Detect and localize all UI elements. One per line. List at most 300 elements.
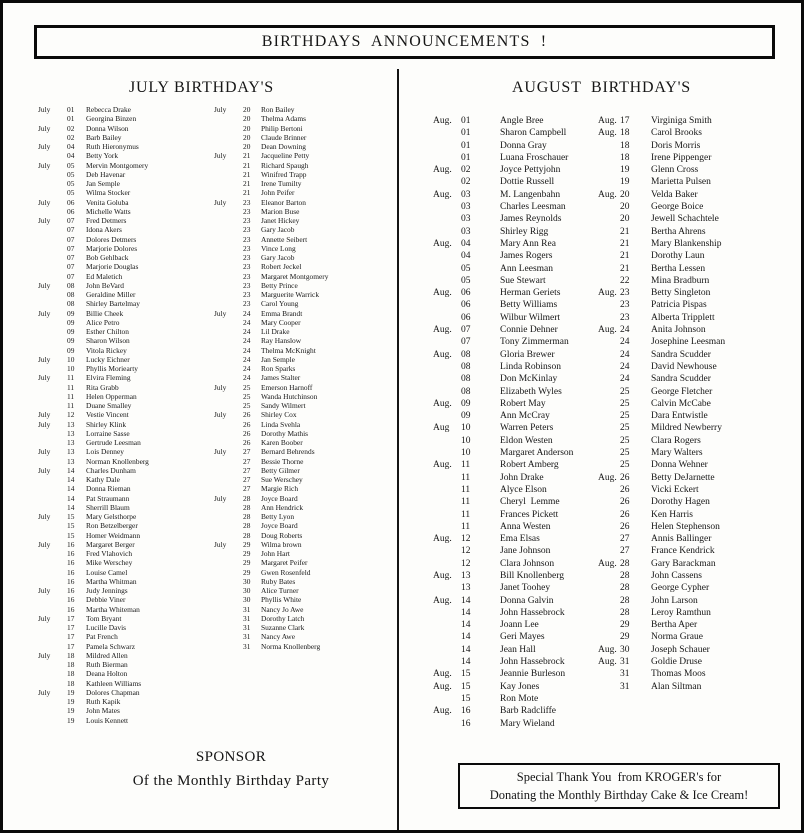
birthday-row bbox=[214, 105, 394, 114]
birthday-row bbox=[214, 642, 394, 651]
month-label bbox=[214, 531, 243, 540]
day-label: 29 bbox=[243, 549, 251, 558]
name-label: George Boice bbox=[651, 202, 704, 213]
name-label: Vestie Vincent bbox=[86, 410, 129, 420]
birthday-row bbox=[598, 631, 798, 643]
name-label: Mary Blankenship bbox=[651, 238, 722, 249]
name-label: Betty Lyon bbox=[261, 512, 295, 521]
name-label: Kathleen Williams bbox=[86, 678, 142, 688]
birthday-row bbox=[214, 420, 394, 429]
birthday-row bbox=[38, 651, 206, 660]
day-label: 13 bbox=[67, 456, 75, 466]
day-label: 24 bbox=[620, 361, 630, 372]
birthday-row bbox=[214, 494, 394, 503]
day-label: 27 bbox=[243, 447, 251, 457]
day-label: 16 bbox=[67, 539, 75, 549]
day-label: 20 bbox=[620, 189, 630, 200]
day-label: 24 bbox=[243, 373, 251, 383]
day-label: 09 bbox=[67, 317, 75, 327]
birthday-row bbox=[214, 401, 394, 410]
month-label bbox=[38, 364, 67, 373]
birthday-row bbox=[598, 263, 798, 275]
page-title: BIRTHDAYS ANNOUNCEMENTS ! bbox=[261, 33, 548, 50]
month-label bbox=[38, 706, 67, 715]
day-label: 16 bbox=[461, 706, 471, 717]
name-label: Jewell Schachtele bbox=[651, 214, 719, 225]
birthday-row bbox=[433, 533, 595, 545]
birthday-row bbox=[38, 262, 206, 271]
name-label: Mildred Newberry bbox=[651, 423, 722, 434]
day-label: 07 bbox=[67, 262, 75, 272]
day-label: 31 bbox=[620, 657, 630, 668]
day-label: 20 bbox=[243, 142, 251, 151]
day-label: 14 bbox=[461, 657, 471, 668]
birthday-row bbox=[433, 250, 595, 262]
birthday-row bbox=[598, 619, 798, 631]
day-label: 07 bbox=[67, 271, 75, 281]
birthday-row bbox=[433, 140, 595, 152]
month-label bbox=[433, 386, 461, 398]
month-label: Aug. bbox=[598, 472, 617, 483]
birthday-row bbox=[214, 142, 394, 151]
name-label: Margaret Montgomery bbox=[261, 271, 329, 281]
month-label: July bbox=[214, 447, 227, 457]
day-label: 07 bbox=[67, 225, 75, 235]
day-label: 17 bbox=[67, 632, 75, 642]
name-label: Lil Drake bbox=[261, 327, 290, 336]
month-label bbox=[598, 631, 620, 643]
birthday-row bbox=[598, 115, 798, 127]
month-label bbox=[38, 484, 67, 493]
name-label: Thelma Adams bbox=[261, 114, 306, 124]
name-label: Gary Jacob bbox=[261, 253, 295, 262]
month-label bbox=[38, 207, 67, 216]
name-label: John Hassebrock bbox=[500, 607, 565, 618]
month-label bbox=[598, 607, 620, 619]
name-label: Ron Bailey bbox=[261, 105, 295, 114]
month-label bbox=[598, 619, 620, 631]
birthday-row bbox=[38, 318, 206, 327]
birthday-row bbox=[598, 595, 798, 607]
birthday-row bbox=[214, 512, 394, 521]
day-label: 19 bbox=[620, 177, 630, 188]
month-label: Aug. bbox=[433, 349, 452, 360]
day-label: 24 bbox=[243, 345, 251, 355]
name-label: Helen Opperman bbox=[86, 391, 137, 401]
birthday-row bbox=[38, 235, 206, 244]
name-label: Joyce Board bbox=[261, 493, 298, 503]
birthday-row bbox=[38, 531, 206, 540]
birthday-row bbox=[38, 299, 206, 308]
thanks-line-1: Special Thank You from KROGER's for bbox=[516, 770, 722, 784]
month-label bbox=[214, 272, 243, 281]
name-label: Annette Seibert bbox=[261, 234, 308, 244]
day-label: 03 bbox=[461, 214, 471, 225]
birthday-row bbox=[214, 114, 394, 123]
month-label bbox=[214, 623, 243, 632]
month-label bbox=[598, 250, 620, 262]
month-label: Aug. bbox=[433, 534, 452, 545]
name-label: Connie Dehner bbox=[500, 325, 558, 336]
day-label: 28 bbox=[243, 493, 251, 503]
day-label: 11 bbox=[461, 509, 471, 520]
day-label: 23 bbox=[620, 300, 630, 311]
birthday-row bbox=[598, 189, 798, 201]
august-list-column-1 bbox=[433, 115, 595, 730]
birthday-row bbox=[214, 614, 394, 623]
day-label: 23 bbox=[620, 288, 630, 299]
name-label: Virginiga Smith bbox=[651, 116, 712, 126]
birthday-row bbox=[598, 275, 798, 287]
birthday-row bbox=[433, 361, 595, 373]
name-label: Eldon Westen bbox=[500, 435, 553, 446]
month-label bbox=[214, 207, 243, 216]
month-label: Aug. bbox=[433, 325, 452, 336]
birthday-row bbox=[433, 410, 595, 422]
name-label: Cheryl Lemme bbox=[500, 497, 560, 508]
day-label: 31 bbox=[243, 613, 251, 623]
birthday-row bbox=[214, 336, 394, 345]
day-label: 28 bbox=[243, 521, 251, 531]
name-label: John Cassens bbox=[651, 570, 702, 581]
day-label: 11 bbox=[461, 472, 471, 483]
birthday-row bbox=[38, 124, 206, 133]
day-label: 11 bbox=[67, 373, 75, 383]
birthday-row bbox=[433, 275, 595, 287]
birthday-row bbox=[433, 386, 595, 398]
day-label: 26 bbox=[620, 484, 630, 495]
day-label: 20 bbox=[620, 214, 630, 225]
day-label: 27 bbox=[243, 484, 251, 494]
birthday-row bbox=[433, 668, 595, 680]
day-label: 14 bbox=[67, 475, 75, 484]
day-label: 06 bbox=[461, 288, 471, 299]
month-label bbox=[38, 262, 67, 271]
name-label: Lucille Davis bbox=[86, 623, 127, 632]
name-label: Donna Wilson bbox=[86, 123, 129, 133]
day-label: 09 bbox=[461, 398, 471, 409]
birthday-row bbox=[433, 213, 595, 225]
month-label bbox=[598, 570, 620, 582]
month-label bbox=[598, 422, 620, 434]
day-label: 18 bbox=[67, 660, 75, 669]
day-label: 14 bbox=[67, 502, 75, 512]
day-label: 28 bbox=[620, 607, 630, 618]
day-label: 13 bbox=[67, 428, 75, 438]
day-label: 02 bbox=[67, 132, 75, 142]
name-label: Sandra Scudder bbox=[651, 374, 711, 385]
day-label: 03 bbox=[461, 202, 471, 213]
month-label: July bbox=[38, 447, 51, 457]
name-label: Emerson Harnoff bbox=[261, 382, 313, 392]
name-label: Dottie Russell bbox=[500, 177, 555, 188]
birthday-row bbox=[214, 438, 394, 447]
month-label bbox=[433, 509, 461, 521]
day-label: 11 bbox=[461, 460, 471, 471]
name-label: Betty Williams bbox=[500, 300, 558, 311]
month-label bbox=[598, 275, 620, 287]
month-label bbox=[598, 521, 620, 533]
day-label: 04 bbox=[67, 142, 75, 151]
month-label bbox=[433, 472, 461, 484]
day-label: 30 bbox=[620, 644, 630, 655]
month-label bbox=[38, 521, 67, 530]
day-label: 21 bbox=[620, 226, 630, 237]
birthday-row bbox=[598, 238, 798, 250]
name-label: Kay Jones bbox=[500, 681, 540, 692]
july-header: JULY BIRTHDAY'S bbox=[129, 79, 274, 96]
birthday-row bbox=[38, 623, 206, 632]
day-label: 14 bbox=[461, 644, 471, 655]
name-label: Dorothy Latch bbox=[261, 613, 305, 623]
month-label bbox=[433, 312, 461, 324]
birthday-row bbox=[598, 484, 798, 496]
day-label: 15 bbox=[461, 669, 471, 680]
birthday-row bbox=[214, 447, 394, 456]
name-label: David Newhouse bbox=[651, 361, 717, 372]
day-label: 18 bbox=[620, 152, 630, 163]
month-label: Aug. bbox=[433, 116, 452, 126]
day-label: 19 bbox=[67, 697, 75, 706]
month-label bbox=[38, 235, 67, 244]
name-label: Mary Ann Rea bbox=[500, 238, 556, 249]
name-label: Dolores Detmers bbox=[86, 234, 137, 244]
name-label: Sandra Scudder bbox=[651, 349, 711, 360]
birthday-row bbox=[214, 133, 394, 142]
day-label: 04 bbox=[461, 238, 471, 249]
birthday-row bbox=[38, 133, 206, 142]
month-label bbox=[38, 346, 67, 355]
name-label: Dorothy Mathis bbox=[261, 428, 309, 438]
birthday-row bbox=[38, 336, 206, 345]
day-label: 11 bbox=[461, 497, 471, 508]
name-label: Geraldine Miller bbox=[86, 290, 136, 299]
name-label: Ann Leesman bbox=[500, 263, 554, 274]
day-label: 26 bbox=[620, 472, 630, 483]
birthday-row bbox=[38, 253, 206, 262]
birthday-row bbox=[598, 152, 798, 164]
day-label: 08 bbox=[67, 280, 75, 290]
month-label bbox=[433, 263, 461, 275]
month-label: July bbox=[214, 539, 227, 549]
day-label: 19 bbox=[67, 706, 75, 716]
day-label: 19 bbox=[67, 687, 75, 697]
month-label bbox=[598, 263, 620, 275]
name-label: Bertha Ahrens bbox=[651, 226, 706, 237]
month-label bbox=[433, 693, 461, 705]
month-label bbox=[38, 438, 67, 447]
name-label: Gwen Rosenfeld bbox=[261, 567, 311, 577]
month-label: July bbox=[38, 160, 51, 170]
birthday-row bbox=[38, 632, 206, 641]
day-label: 21 bbox=[620, 251, 630, 262]
name-label: Jane Johnson bbox=[500, 546, 551, 557]
day-label: 24 bbox=[620, 337, 630, 348]
month-label: July bbox=[214, 493, 227, 503]
day-label: 28 bbox=[620, 595, 630, 606]
day-label: 21 bbox=[243, 160, 251, 170]
birthday-row bbox=[598, 435, 798, 447]
title-banner bbox=[34, 25, 775, 59]
birthday-row bbox=[598, 398, 798, 410]
birthday-row bbox=[38, 697, 206, 706]
month-label bbox=[214, 290, 243, 299]
birthday-row bbox=[598, 127, 798, 139]
day-label: 13 bbox=[67, 447, 75, 457]
name-label: Betty Gilmer bbox=[261, 465, 300, 475]
name-label: Judy Jennings bbox=[86, 586, 128, 595]
name-label: Robert Jeckel bbox=[261, 262, 302, 272]
name-label: Norma Graue bbox=[651, 632, 703, 643]
month-label bbox=[38, 151, 67, 160]
name-label: Alyce Elson bbox=[500, 484, 547, 495]
month-label bbox=[433, 275, 461, 287]
birthday-row bbox=[598, 361, 798, 373]
month-label bbox=[598, 435, 620, 447]
name-label: Luana Froschauer bbox=[500, 152, 569, 163]
name-label: Sandy Wilmert bbox=[261, 401, 306, 410]
month-label bbox=[598, 299, 620, 311]
day-label: 28 bbox=[620, 583, 630, 594]
month-label bbox=[214, 244, 243, 253]
day-label: 16 bbox=[67, 576, 75, 586]
birthday-row bbox=[598, 299, 798, 311]
name-label: Ann McCray bbox=[500, 411, 550, 422]
day-label: 29 bbox=[243, 567, 251, 577]
birthday-row bbox=[38, 447, 206, 456]
month-label bbox=[38, 494, 67, 503]
day-label: 30 bbox=[243, 586, 251, 595]
day-label: 24 bbox=[243, 364, 251, 373]
day-label: 26 bbox=[620, 521, 630, 532]
month-label: July bbox=[38, 123, 51, 133]
name-label: Annis Ballinger bbox=[651, 534, 712, 545]
month-label bbox=[433, 582, 461, 594]
month-label bbox=[433, 410, 461, 422]
august-list-column-2 bbox=[598, 115, 798, 693]
month-label bbox=[433, 607, 461, 619]
name-label: Ema Elsas bbox=[500, 534, 540, 545]
name-label: Calvin McCabe bbox=[651, 398, 711, 409]
day-label: 23 bbox=[243, 271, 251, 281]
day-label: 15 bbox=[67, 512, 75, 521]
name-label: Clara Rogers bbox=[651, 435, 701, 446]
birthday-row bbox=[38, 188, 206, 197]
day-label: 23 bbox=[243, 253, 251, 262]
birthday-row bbox=[38, 429, 206, 438]
month-label bbox=[598, 582, 620, 594]
column-divider bbox=[397, 69, 399, 830]
month-label: Aug. bbox=[433, 681, 452, 692]
month-label: July bbox=[214, 151, 227, 161]
birthday-row bbox=[598, 349, 798, 361]
month-label: July bbox=[38, 105, 51, 114]
name-label: John Mates bbox=[86, 706, 120, 716]
month-label bbox=[38, 457, 67, 466]
birthday-row bbox=[214, 623, 394, 632]
day-label: 07 bbox=[461, 325, 471, 336]
birthday-row bbox=[38, 364, 206, 373]
month-label bbox=[598, 681, 620, 693]
month-label bbox=[38, 623, 67, 632]
name-label: Donna Wehner bbox=[651, 460, 708, 471]
day-label: 02 bbox=[67, 123, 75, 133]
sponsor-line-1: SPONSOR bbox=[195, 749, 267, 765]
month-label bbox=[214, 346, 243, 355]
birthday-row bbox=[433, 496, 595, 508]
birthday-row bbox=[214, 151, 394, 160]
day-label: 26 bbox=[620, 509, 630, 520]
name-label: Janet Toohey bbox=[500, 583, 551, 594]
month-label bbox=[598, 668, 620, 680]
month-label bbox=[38, 558, 67, 567]
month-label bbox=[38, 642, 67, 651]
month-label bbox=[598, 373, 620, 385]
name-label: Richard Spaugh bbox=[261, 160, 309, 170]
name-label: Wilma brown bbox=[261, 539, 302, 549]
name-label: Georgina Binzen bbox=[86, 114, 137, 124]
name-label: Tony Zimmerman bbox=[500, 337, 569, 348]
day-label: 21 bbox=[620, 263, 630, 274]
month-label bbox=[598, 312, 620, 324]
birthday-row bbox=[214, 605, 394, 614]
day-label: 18 bbox=[67, 678, 75, 688]
month-label: July bbox=[38, 197, 51, 207]
month-label: Aug. bbox=[598, 325, 617, 336]
day-label: 18 bbox=[620, 128, 630, 139]
name-label: George Fletcher bbox=[651, 386, 713, 397]
birthday-row bbox=[598, 681, 798, 693]
birthday-row bbox=[433, 545, 595, 557]
name-label: Joseph Schauer bbox=[651, 644, 710, 655]
month-label bbox=[214, 642, 243, 651]
day-label: 27 bbox=[620, 534, 630, 545]
day-label: 28 bbox=[243, 512, 251, 521]
month-label bbox=[598, 447, 620, 459]
month-label: July bbox=[38, 280, 51, 290]
name-label: Gertrude Leesman bbox=[86, 438, 141, 447]
day-label: 03 bbox=[461, 189, 471, 200]
birthday-row bbox=[433, 484, 595, 496]
birthday-row bbox=[214, 179, 394, 188]
month-label bbox=[598, 164, 620, 176]
day-label: 21 bbox=[243, 188, 251, 198]
day-label: 05 bbox=[67, 179, 75, 188]
birthday-row bbox=[214, 188, 394, 197]
name-label: Bessie Thorne bbox=[261, 456, 304, 466]
name-label: Linda Svehla bbox=[261, 419, 301, 429]
birthday-row bbox=[214, 281, 394, 290]
birthday-row bbox=[433, 238, 595, 250]
name-label: Winifred Trapp bbox=[261, 169, 307, 179]
day-label: 13 bbox=[67, 419, 75, 429]
name-label: Marion Buse bbox=[261, 206, 300, 216]
birthday-row bbox=[598, 582, 798, 594]
month-label bbox=[38, 170, 67, 179]
day-label: 19 bbox=[620, 165, 630, 176]
month-label bbox=[214, 161, 243, 170]
birthday-row bbox=[38, 679, 206, 688]
thanks-line-2: Donating the Monthly Birthday Cake & Ice Cream! bbox=[489, 788, 749, 802]
name-label: Kathy Dale bbox=[86, 475, 120, 484]
birthday-row bbox=[598, 545, 798, 557]
day-label: 31 bbox=[243, 641, 251, 651]
month-label: July bbox=[38, 410, 51, 420]
birthday-row bbox=[38, 669, 206, 678]
name-label: Betty DeJarnette bbox=[651, 472, 715, 483]
name-label: Ruth Bierman bbox=[86, 660, 128, 669]
birthday-row bbox=[38, 142, 206, 151]
